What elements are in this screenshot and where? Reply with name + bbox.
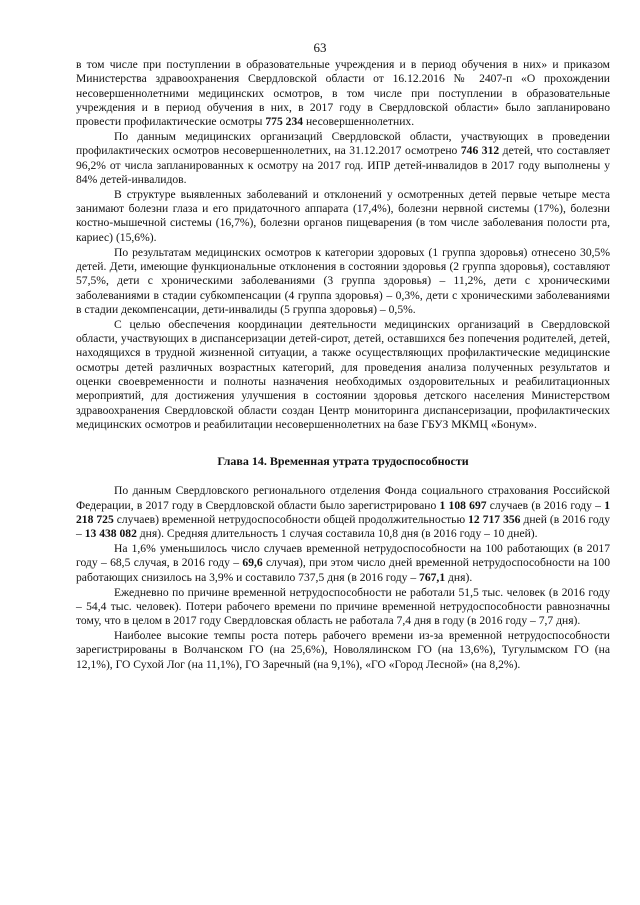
- paragraph-health-groups: По результатам медицинских осмотров к категории здоровых (1 группа здоровья) отнесено 30,5% детей. Дети, имеющие функциональные отклонения в состоянии здоровья (2 группа здоровья), составляют 57,5%, дети с хроническими заболеваниями (3 группа здоровья) – 11,2%, дети с хроническими заболеваниями в стадии субкомпенсации (4 группа здоровья) – 0,3%, дети с хроническими заболеваниями в стадии декомпенсации, дети-инвалиды (5 группа здоровья) – 0,5%.: [76, 245, 610, 316]
- paragraph-daily-absence: Ежедневно по причине временной нетрудоспособности не работали 51,5 тыс. человек (в 2016 году – 54,4 тыс. человек). Потери рабочего времени по причине временной нетрудоспособности равнозначны тому, что в целом в 2017 году Свердловская область не работала 7,4 дня в году (в 2016 году – 7,7 дня).: [76, 585, 610, 628]
- paragraph-text: случаев (в 2016 году –: [486, 498, 605, 512]
- cases-per-100-2016-value: 69,6: [242, 556, 263, 570]
- chapter-heading: Глава 14. Временная утрата трудоспособности: [217, 454, 469, 469]
- paragraph-text: несовершеннолетних.: [303, 115, 415, 129]
- days-2016-value: 13 438 082: [84, 527, 137, 541]
- paragraph-disease-structure: В структуре выявленных заболеваний и отклонений у осмотренных детей первые четыре места занимают болезни глаза и его придаточного аппарата (17,4%), болезни нервной системы (17%), болезни костно-мышечной системы (16,7%), болезни органов пищеварения (в том числе заболевания полости рта, кариес) (15,6%).: [76, 187, 610, 244]
- paragraph-growth-rates: Наиболее высокие темпы роста потерь рабочего времени из-за временной нетрудоспособности зарегистрированы в Волчанском ГО (на 25,6%), Новолялинском ГО (на 13,6%), Тугулымском ГО (на 12,1%), ГО Сухой Лог (на 11,1%), ГО Заречный (на 9,1%), «ГО «Город Лесной» (на 8,2%).: [76, 629, 610, 671]
- paragraph-text: На 1,6% уменьшилось число случаев временной нетрудоспособности на 100 работающих (в 2017 году – 68,5 случая, в 2016 году –: [76, 542, 610, 570]
- paragraph-screening-plan: [76, 58, 610, 129]
- paragraph-text: случая), при этом число дней временной нетрудоспособности на 100 работающих снизилось на 3,9% и составило 737,5 дня (в 2016 году –: [76, 556, 610, 584]
- paragraph-screening-results: [76, 130, 610, 187]
- planned-examinations-value: 775 234: [265, 115, 304, 129]
- document-body: [76, 58, 610, 673]
- cases-2016-value: 1 218 725: [76, 498, 610, 526]
- days-2017-value: 12 717 356: [468, 512, 521, 526]
- examined-children-value: 746 312: [460, 144, 500, 158]
- paragraph-text: дней (в 2016 году –: [76, 512, 610, 541]
- paragraph-per-100-workers: [76, 542, 610, 585]
- paragraph-text: детей, что составляет 96,2% от числа запланированных к осмотру на 2017 год. ИПР детей-инвалидов в 2017 году выполнены у 84% детей-инвалидов.: [76, 144, 610, 186]
- paragraph-text: в том числе при поступлении в образовательные учреждения и в период обучения в них» и приказом Министерства здравоохранения Свердловской области от 16.12.2016 № 2407-п «О прохождении несовершеннолетними медицинских осмотров, в том числе при поступлении в образовательные учреждения и в период обучения в них, в 2017 году в Свердловской области» было запланировано провести профилактические осмотры: [76, 58, 610, 129]
- paragraph-text: случаев) временной нетрудоспособности общей продолжительностью: [113, 512, 469, 526]
- cases-2017-value: 1 108 697: [439, 498, 487, 512]
- page-number: 63: [313, 40, 327, 55]
- paragraph-disability-cases: [76, 484, 610, 541]
- days-per-100-2016-value: 767,1: [419, 570, 446, 584]
- paragraph-text: дня). Средняя длительность 1 случая составила 10,8 дня (в 2016 году – 10 дней).: [136, 527, 538, 541]
- paragraph-monitoring-center: С целью обеспечения координации деятельности медицинских организаций в Свердловской области, участвующих в диспансеризации детей-сирот, детей, оставшихся без попечения родителей, детей, находящихся в трудной жизненной ситуации, а также осуществляющих профилактические медицинские осмотры детей различных возрастных категорий, для проведения анализа полученных результатов и оценки своевременности и полноты назначения необходимых оздоровительных и реабилитационных мероприятий, для достижения улучшения в состоянии здоровья детского населения Министерством здравоохранения Свердловской области создан Центр мониторинга диспансеризации, профилактических медицинских осмотров и реабилитации несовершеннолетних на базе ГБУЗ МКМЦ «Бонум».: [76, 317, 610, 431]
- paragraph-text: дня).: [445, 570, 473, 584]
- paragraph-text: По данным медицинских организаций Свердловской области, участвующих в проведении профилактических осмотров несовершеннолетних, на 31.12.2017 осмотрено: [76, 130, 610, 158]
- paragraph-text: По данным Свердловского регионального отделения Фонда социального страхования Российской Федерации, в 2017 году в Свердловской области было зарегистрировано: [76, 484, 610, 512]
